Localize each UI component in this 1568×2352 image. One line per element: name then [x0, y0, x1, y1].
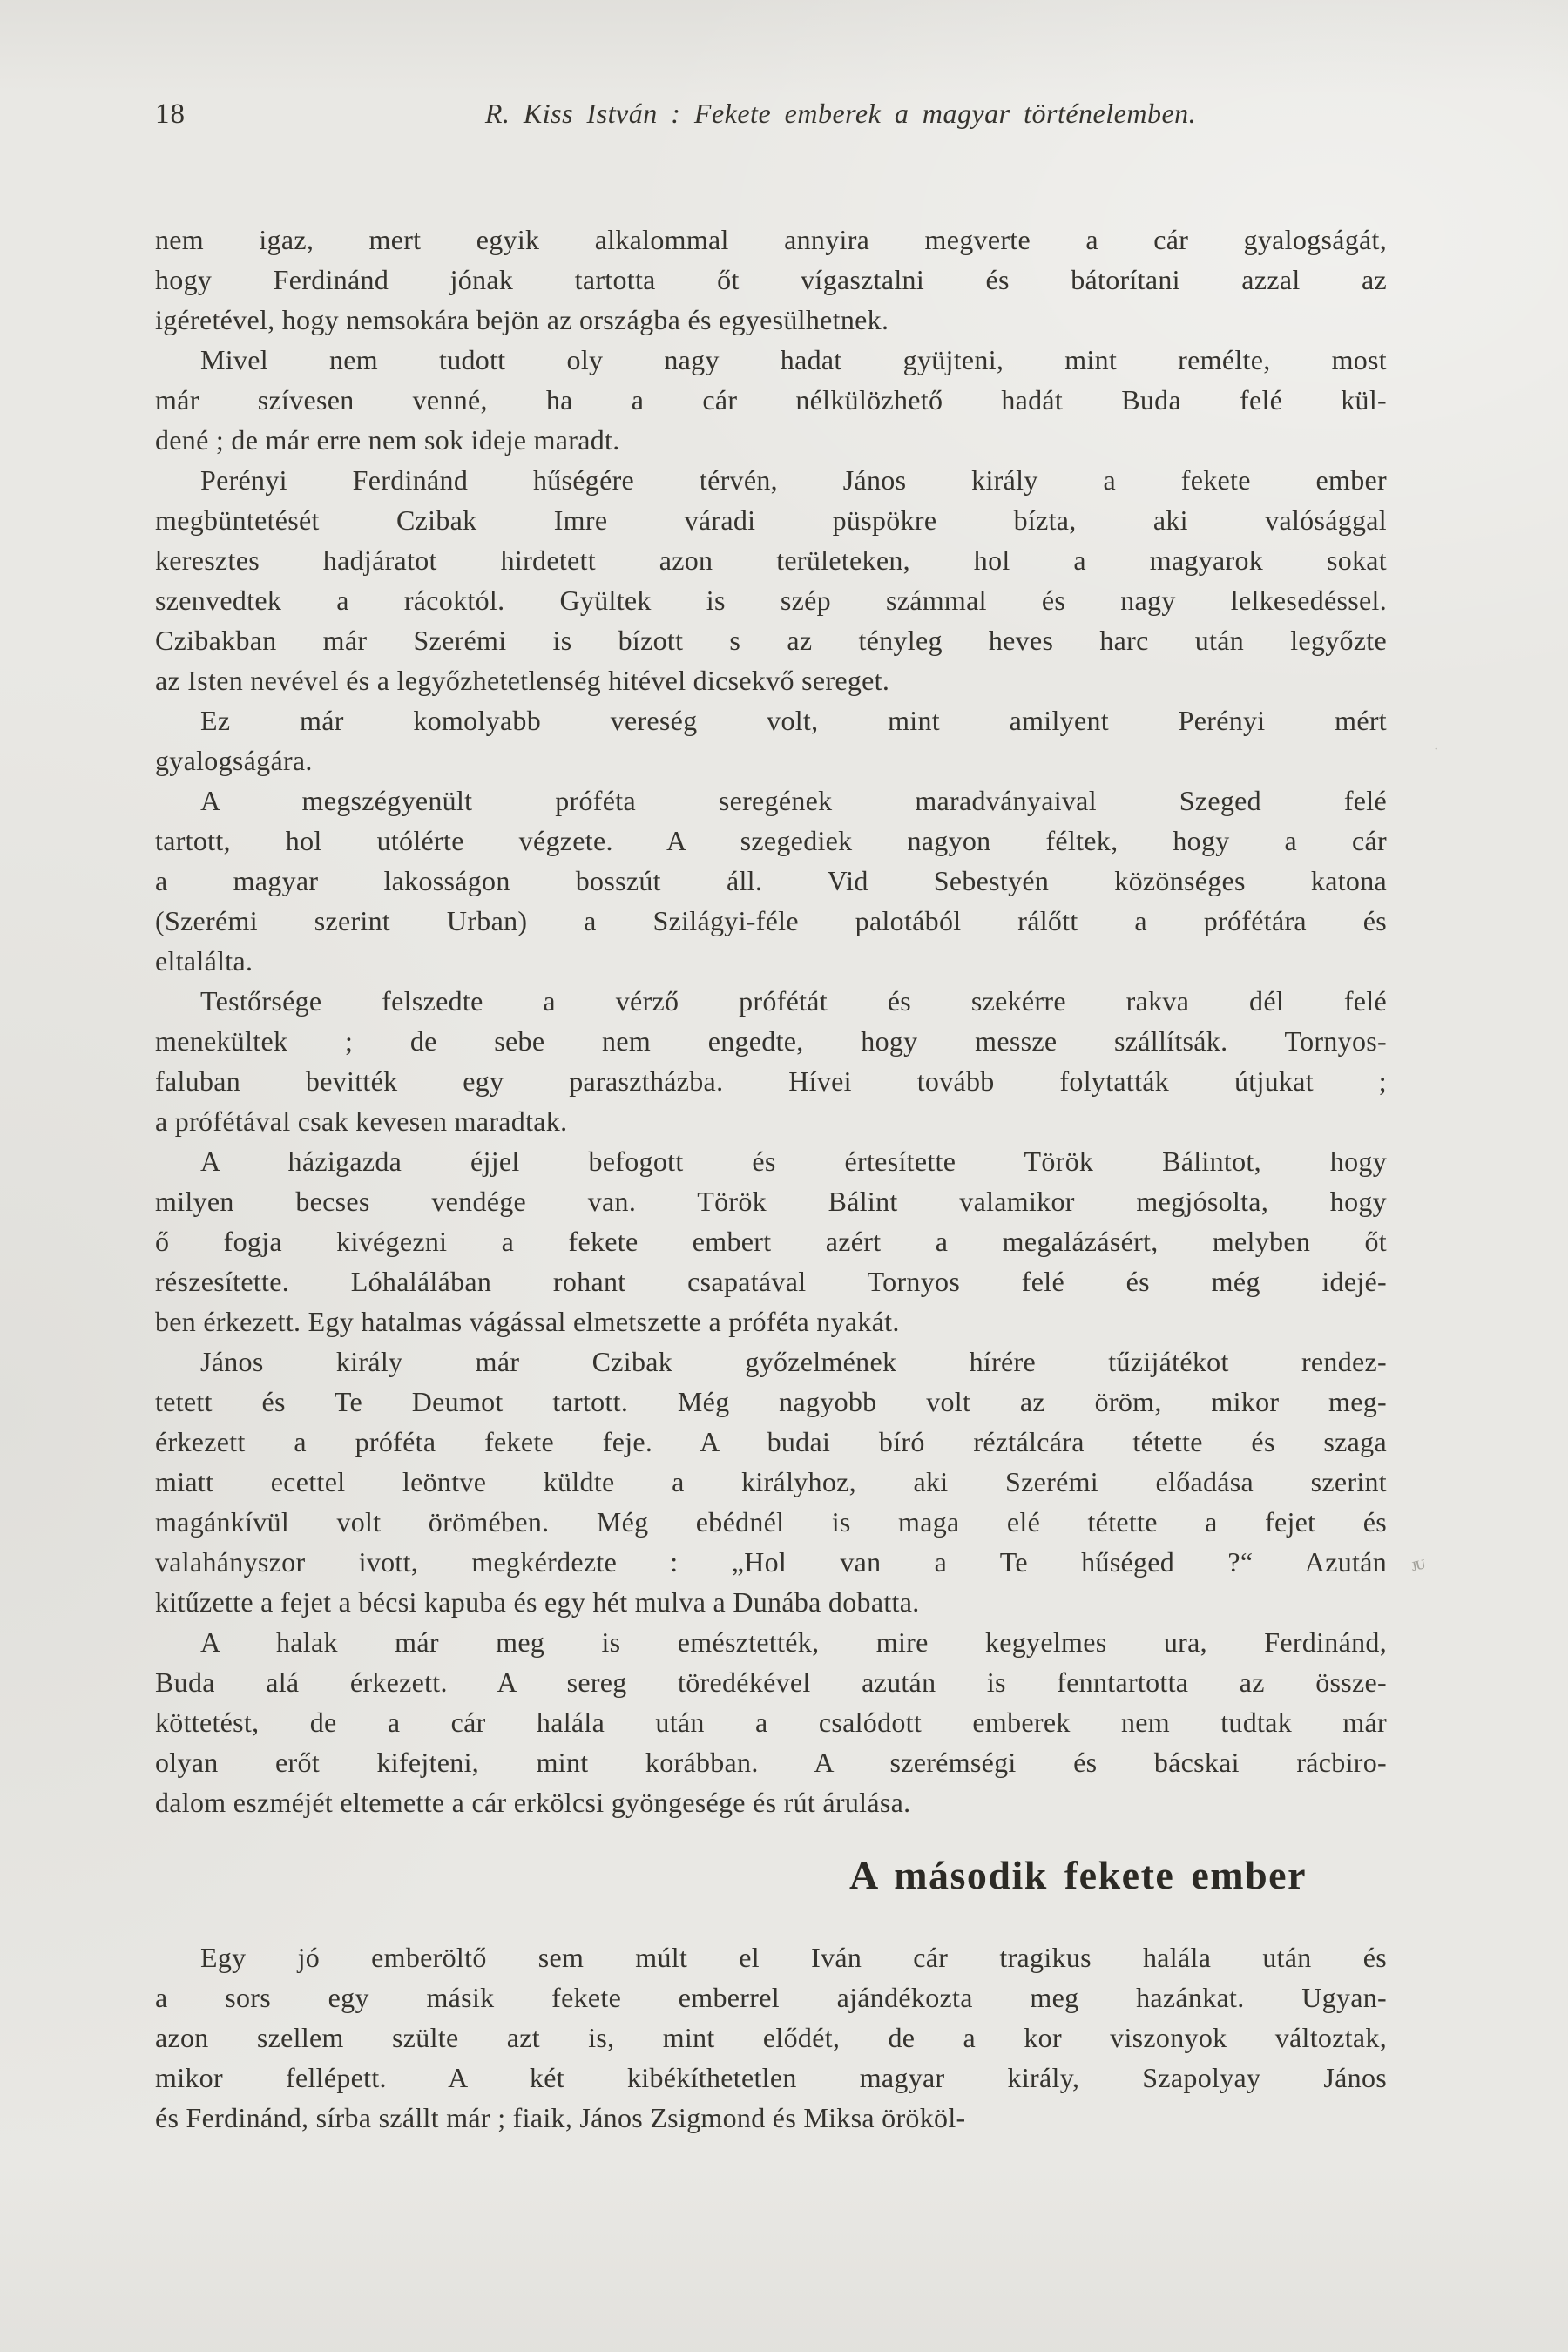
text-line: szenvedtek a rácoktól. Gyültek is szép számmal és nagy lelkesedéssel. [155, 585, 1387, 616]
text-line: ő fogja kivégezni a fekete embert azért a megalázásért, melyben őt [155, 1226, 1387, 1257]
text-line: faluban bevitték egy parasztházba. Hívei tovább folytatták útjukat ; [155, 1065, 1387, 1097]
section-heading: A második fekete ember [849, 1853, 1307, 1897]
text-line: azon szellem szülte azt is, mint elődét, de a kor viszonyok változtak, [155, 2022, 1387, 2053]
text-line: Testőrsége felszedte a vérző prófétát és szekérre rakva dél felé [200, 985, 1387, 1017]
paragraph [155, 700, 1387, 781]
text-line: köttetést, de a cár halála után a csalódott emberek nem tudtak már [155, 1707, 1387, 1738]
text-line: miatt ecettel leöntve küldte a királyhoz, aki Szerémi előadása szerint [155, 1466, 1387, 1497]
text-line: hogy Ferdinánd jónak tartotta őt vígasztalni és bátorítani azzal az [155, 264, 1387, 295]
text-line: gyalogságára. [155, 745, 313, 776]
text-line: dené ; de már erre nem sok ideje maradt. [155, 424, 620, 456]
paragraph [155, 220, 1387, 340]
text-line: kitűzette a fejet a bécsi kapuba és egy hét mulva a Dunába dobatta. [155, 1586, 920, 1618]
running-title: R. Kiss István : Fekete emberek a magyar történelemben. [484, 98, 1197, 129]
text-line: dalom eszméjét eltemette a cár erkölcsi gyöngesége és rút árulása. [155, 1787, 911, 1818]
text-line: Czibakban már Szerémi is bízott s az tényleg heves harc után legyőzte [155, 625, 1387, 656]
paragraph [155, 781, 1387, 981]
paragraph [155, 1937, 1387, 2138]
text-line: olyan erőt kifejteni, mint korábban. A szerémségi és bácskai rácbiro- [155, 1747, 1387, 1778]
text-line: már szívesen venné, ha a cár nélkülözhető hadát Buda felé kül- [155, 384, 1387, 416]
text-line: A halak már meg is emésztették, mire kegyelmes ura, Ferdinánd, [200, 1626, 1387, 1658]
text-line: és Ferdinánd, sírba szállt már ; fiaik, János Zsigmond és Miksa örököl- [155, 2102, 966, 2133]
text-line: a magyar lakosságon bosszút áll. Vid Sebestyén közönséges katona [155, 865, 1387, 896]
text-line: tetett és Te Deumot tartott. Még nagyobb volt az öröm, mikor meg- [155, 1386, 1387, 1417]
text-line: ben érkezett. Egy hatalmas vágással elmetszette a próféta nyakát. [155, 1306, 900, 1337]
text-line: tartott, hol utólérte végzete. A szegediek nagyon féltek, hogy a cár [155, 825, 1387, 856]
text-line: János király már Czibak győzelmének hírére tűzijátékot rendez- [200, 1346, 1387, 1377]
text-line: A megszégyenült próféta seregének maradványaival Szeged felé [200, 785, 1387, 816]
paragraph [155, 1342, 1387, 1622]
text-line: megbüntetését Czibak Imre váradi püspökre bízta, aki valósággal [155, 504, 1387, 536]
text-line: (Szerémi szerint Urban) a Szilágyi-féle palotából rálőtt a prófétára és [155, 905, 1387, 936]
text-line: az Isten nevével és a legyőzhetetlenség hitével dicsekvő sereget. [155, 665, 890, 696]
text-line: Egy jó emberöltő sem múlt el Iván cár tragikus halála után és [200, 1942, 1387, 1973]
text-line: nem igaz, mert egyik alkalommal annyira megverte a cár gyalogságát, [155, 224, 1387, 255]
page-number: 18 [155, 98, 186, 130]
text-line: a sors egy másik fekete emberrel ajándékozta meg hazánkat. Ugyan- [155, 1982, 1387, 2013]
text-line: Buda alá érkezett. A sereg töredékével azután is fenntartotta az össze- [155, 1666, 1387, 1698]
text-line: magánkívül volt örömében. Még ebédnél is maga elé tétette a fejet és [155, 1506, 1387, 1538]
text-line: milyen becses vendége van. Török Bálint valamikor megjósolta, hogy [155, 1186, 1387, 1217]
text-line: A házigazda éjjel befogott és értesítette Török Bálintot, hogy [200, 1146, 1387, 1177]
text-line: valahányszor ivott, megkérdezte : „Hol van a Te hűséged ?“ Azután [155, 1546, 1387, 1578]
running-head [155, 98, 1387, 141]
text-line: eltalálta. [155, 945, 253, 977]
text-line: keresztes hadjáratot hirdetett azon területeken, hol a magyarok sokat [155, 544, 1387, 576]
text-block [155, 220, 1387, 2138]
scan-smudge: ᴊᴜ [1409, 1551, 1426, 1576]
text-line: a prófétával csak kevesen maradtak. [155, 1105, 568, 1137]
text-line: Perényi Ferdinánd hűségére térvén, János király a fekete ember [200, 464, 1387, 496]
paragraph [155, 460, 1387, 700]
text-line: Ez már komolyabb vereség volt, mint amilyent Perényi mért [200, 705, 1387, 736]
text-line: mikor fellépett. A két kibékíthetetlen magyar király, Szapolyay János [155, 2062, 1387, 2093]
text-line: igéretével, hogy nemsokára bejön az országba és egyesülhetnek. [155, 304, 889, 335]
text-line: menekültek ; de sebe nem engedte, hogy messze szállítsák. Tornyos- [155, 1025, 1387, 1057]
text-line: Mivel nem tudott oly nagy hadat gyüjteni, mint remélte, most [200, 344, 1387, 375]
paragraph [155, 340, 1387, 460]
paragraph [155, 981, 1387, 1141]
scan-speck: · [1434, 742, 1439, 757]
text-line: részesítette. Lóhalálában rohant csapatával Tornyos felé és még idejé- [155, 1266, 1387, 1297]
text-line: érkezett a próféta fekete feje. A budai bíró réztálcára tétette és szaga [155, 1426, 1387, 1457]
paragraph [155, 1141, 1387, 1342]
paragraph [155, 1622, 1387, 1822]
